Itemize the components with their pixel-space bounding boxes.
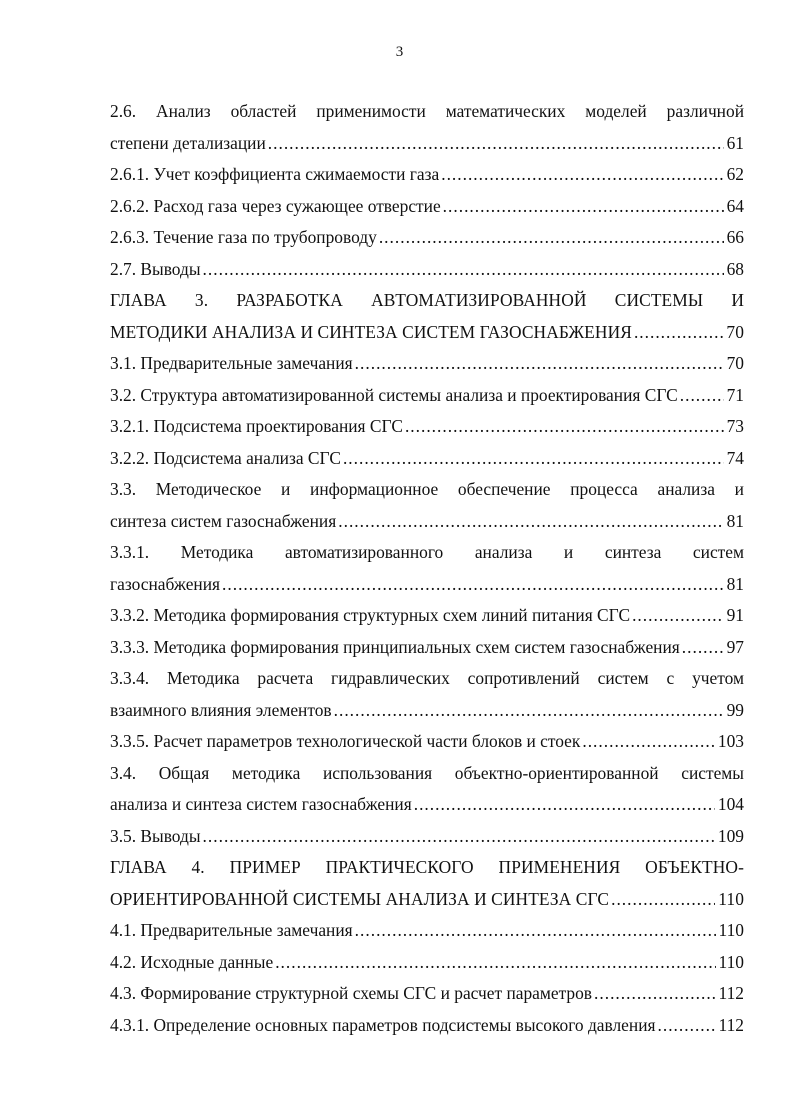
toc-entry [110,443,744,475]
toc-page-number: 71 [726,384,744,405]
toc-entry-title: степени детализации [110,132,266,153]
toc-entry-title: 3.2.2. Подсистема анализа СГС [110,447,341,468]
toc-entry-row [110,506,744,538]
toc-entry-title: 3.2. Структура автоматизированной системы анализа и проектирования СГС [110,384,678,405]
toc-entry [110,632,744,664]
toc-entry [110,222,744,254]
dot-leader [203,821,715,853]
toc-entry [110,159,744,191]
toc-page-number: 110 [718,888,744,909]
toc-entry-row [110,254,744,286]
toc-page-number: 110 [718,920,744,940]
dot-leader [441,159,723,191]
toc-entry-title: 4.2. Исходные данные [110,951,274,972]
toc-entry-row [110,915,744,947]
toc-entry-title: 2.7. Выводы [110,258,201,279]
toc-entry [110,411,744,443]
dot-leader [334,695,724,727]
toc-page-number: 91 [726,605,744,625]
toc-page-number: 112 [718,1014,744,1035]
toc-entry-title-line: ГЛАВА 3. РАЗРАБОТКА АВТОМАТИЗИРОВАННОЙ СИСТЕМЫ И [110,290,744,310]
toc-entry-title-line: 3.3.4. Методика расчета гидравлических сопротивлений систем с учетом [110,668,744,688]
dot-leader [680,380,724,412]
toc-page-number: 68 [726,258,744,279]
toc-entry-row [110,726,744,758]
toc-entry-title: 2.6.2. Расход газа через сужающее отверстие [110,195,441,216]
toc-page-number: 64 [726,195,744,216]
toc-entry-title: 3.3.5. Расчет параметров технологической части блоков и стоек [110,731,581,751]
toc-entry-title: МЕТОДИКИ АНАЛИЗА И СИНТЕЗА СИСТЕМ ГАЗОСНАБЖЕНИЯ [110,321,632,342]
toc-entry-title-line: 2.6. Анализ областей применимости математических моделей различной [110,101,744,121]
toc-entry-row [110,569,744,601]
toc-entry-title: 2.6.3. Течение газа по трубопроводу [110,227,377,247]
toc-entry-title: 3.3.3. Методика формирования принципиальных схем систем газоснабжения [110,636,680,657]
toc-entry-row [110,317,744,349]
toc-entry-title: 3.2.1. Подсистема проектирования СГС [110,416,403,436]
toc-entry-title: 4.3. Формирование структурной схемы СГС и расчет параметров [110,983,593,1003]
toc-entry-row [110,978,744,1010]
toc-page-number: 109 [717,825,744,846]
toc-page-number: 66 [726,227,744,247]
toc-entry-title: 3.1. Предварительные замечания [110,353,353,373]
toc-entry-row [110,191,744,223]
toc-entry-title: анализа и синтеза систем газоснабжения [110,794,412,814]
dot-leader [268,128,724,160]
toc-entry-title: взаимного влияния элементов [110,699,332,720]
toc-entry-title: 3.5. Выводы [110,825,201,846]
toc-entry-row [110,600,744,632]
toc-entry-title: ОРИЕНТИРОВАННОЙ СИСТЕМЫ АНАЛИЗА И СИНТЕЗА СГС [110,888,610,909]
toc-page-number: 74 [726,447,744,468]
dot-leader [658,1010,716,1042]
toc-entry-title: 3.3.2. Методика формирования структурных схем линий питания СГС [110,605,631,625]
toc-entry [110,947,744,979]
dot-leader [355,348,724,380]
toc-chapter-entry [110,285,744,348]
toc-entry-title-line: ГЛАВА 4. ПРИМЕР ПРАКТИЧЕСКОГО ПРИМЕНЕНИЯ ОБЪЕКТНО- [110,857,744,877]
toc-entry-row [110,128,744,160]
toc-entry-title: 2.6.1. Учет коэффициента сжимаемости газа [110,164,440,184]
dot-leader [443,191,724,223]
toc-entry-row [110,789,744,821]
toc-entry-row [110,1010,744,1042]
toc-entry-title: 4.3.1. Определение основных параметров подсистемы высокого давления [110,1014,656,1035]
toc-entry-row [110,380,744,412]
toc-entry-row [110,821,744,853]
toc-chapter-entry [110,852,744,915]
toc-entry [110,978,744,1010]
dot-leader [379,222,724,254]
dot-leader [634,317,723,349]
toc-entry-row [110,695,744,727]
toc-entry [110,380,744,412]
toc-entry [110,1010,744,1042]
toc-entry [110,726,744,758]
toc-entry-row [110,884,744,916]
toc-entry-title-line: 3.4. Общая методика использования объектно-ориентированной системы [110,762,744,783]
toc-page-number: 97 [726,636,744,657]
toc-page-number: 70 [726,321,744,342]
toc-page-number: 70 [726,353,744,373]
toc-page-number: 81 [726,573,744,594]
dot-leader [338,506,723,538]
table-of-contents [110,96,744,1041]
toc-page-number: 99 [726,699,744,720]
dot-leader [611,884,715,916]
dot-leader [343,443,724,475]
toc-entry [110,915,744,947]
dot-leader [414,789,715,821]
toc-entry-title: газоснабжения [110,573,221,594]
toc-entry [110,537,744,600]
toc-page-number: 104 [717,794,744,814]
toc-entry [110,474,744,537]
dot-leader [682,632,724,664]
toc-page-number: 81 [726,510,744,531]
dot-leader [405,411,724,443]
toc-page-number: 62 [726,164,744,184]
dot-leader [632,600,724,632]
toc-entry [110,600,744,632]
toc-page-number: 61 [726,132,744,153]
toc-page-number: 112 [718,983,744,1003]
dot-leader [582,726,715,758]
toc-entry-title-line: 3.3. Методическое и информационное обеспечение процесса анализа и [110,479,744,499]
toc-page-number: 73 [726,416,744,436]
toc-entry-row [110,632,744,664]
dot-leader [222,569,724,601]
toc-entry-title: синтеза систем газоснабжения [110,510,337,531]
toc-entry-row [110,159,744,191]
toc-entry-row [110,222,744,254]
toc-entry-row [110,443,744,475]
toc-entry [110,821,744,853]
dot-leader [275,947,715,979]
dot-leader [355,915,716,947]
dot-leader [594,978,716,1010]
toc-entry [110,663,744,726]
toc-entry [110,758,744,821]
toc-entry [110,191,744,223]
toc-entry-row [110,947,744,979]
toc-page-number: 110 [718,951,744,972]
toc-entry [110,348,744,380]
toc-entry-title-line: 3.3.1. Методика автоматизированного анализа и синтеза систем [110,542,744,562]
dot-leader [203,254,724,286]
toc-entry-row [110,348,744,380]
toc-entry-title: 4.1. Предварительные замечания [110,920,353,940]
toc-entry [110,96,744,159]
toc-page-number: 103 [717,731,744,751]
toc-entry-row [110,411,744,443]
toc-entry [110,254,744,286]
page-number: 3 [395,44,404,60]
